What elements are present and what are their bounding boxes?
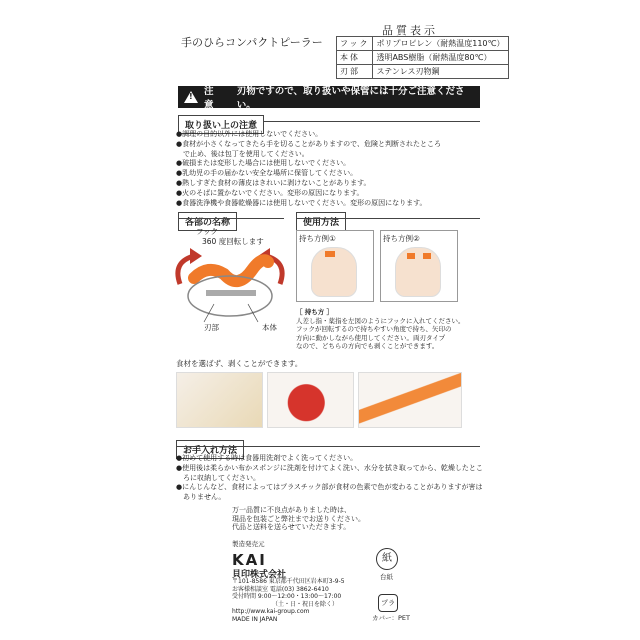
- plastic-recycle-icon: プラ: [378, 594, 398, 612]
- company-name: 貝印株式会社: [232, 570, 287, 580]
- quality-row: 刃部 ステンレス刃物鋼: [337, 65, 509, 79]
- kai-logo: KAI: [232, 551, 267, 569]
- warning-text: 刃物ですので、取り扱いや保管には十分ご注意ください。: [236, 86, 465, 111]
- handling-heading: 取り扱い上の注意: [178, 115, 264, 134]
- product-title: 手のひらコンパクトピーラー: [181, 36, 323, 49]
- maker-label: 製造発売元: [232, 540, 265, 548]
- list-item: ●食材が小さくなってきたら手を切ることがありますので、危険と判断されたところ: [176, 139, 441, 148]
- list-item: ●熱しすぎた食材の薄皮はきれいに剥けないことがあります。: [176, 178, 371, 187]
- list-item: ●食器洗浄機や食器乾燥器には使用しないでください。変形の原因になります。: [176, 198, 427, 207]
- list-item: ●調理の目的以外には使用しないでください。: [176, 130, 323, 138]
- hand-image: [395, 247, 441, 297]
- divider: [178, 218, 284, 219]
- list-item: ●乳幼児の手の届かない安全な場所に保管してください。: [176, 169, 358, 178]
- divider: [296, 218, 480, 219]
- care-heading: お手入れ方法: [176, 440, 244, 459]
- hook-marker: [407, 253, 415, 259]
- paper-label: 台紙: [380, 573, 393, 581]
- holding-example-1: [296, 230, 374, 302]
- list-item: ●初めて使用する時は食器用洗剤でよく洗ってください。: [176, 454, 358, 462]
- way2-label: 持ち方例②: [383, 234, 420, 243]
- quality-row: フック ポリプロピレン（耐熱温度110℃）: [337, 37, 509, 51]
- list-item: ありません。: [176, 493, 226, 502]
- peeler-diagram: [168, 244, 292, 332]
- maker-contact: 〒101-8586 東京都千代田区岩本町3-9-5 お客様相談室 電話(03) 3862-6410 受付時間 9:00～12:00・13:00～17:00 （土・日・祝日を除く） http://www.kai-group.com MADE IN JAPAN: [232, 578, 345, 623]
- rotate-label: 360 度回転します: [202, 237, 264, 246]
- paper-recycle-icon: 紙: [376, 548, 398, 570]
- usage-heading-wrap: [296, 210, 346, 231]
- quality-row: 本体 透明ABS樹脂（耐熱温度80℃）: [337, 51, 509, 65]
- warning-banner: [178, 86, 480, 111]
- apple-photo: [267, 372, 354, 428]
- defect-notice: 万一品質に不良点がありました時は、 現品を包装ごと弊社までお送りください。 代品と送料を送らせていただきます。: [232, 506, 365, 531]
- blade-shape: [206, 290, 256, 296]
- hook-marker: [325, 251, 335, 257]
- blade-label: 刃部: [204, 323, 219, 332]
- quality-label-title: 品質表示: [382, 24, 438, 37]
- hook-shape: [194, 260, 268, 281]
- hook-label: フック: [196, 227, 218, 236]
- divider: [176, 446, 480, 447]
- list-item: ●破損または変形した場合には使用しないでください。: [176, 159, 351, 168]
- usage-heading: 使用方法: [296, 212, 346, 231]
- quality-label-table: [336, 36, 509, 79]
- warning-icon: [184, 91, 198, 103]
- list-item: ろに収納してください。: [176, 473, 260, 482]
- warning-label: 注意: [204, 86, 214, 111]
- carrot-photo: [358, 372, 462, 428]
- care-list: [176, 454, 486, 503]
- list-item: ●火のそばに置かないでください。変形の原因になります。: [176, 188, 364, 197]
- peel-note: 食材を選ばず、剥くことができます。: [176, 359, 303, 368]
- list-item: ●にんじんなど、食材によってはプラスチック部が食材の色素で色が変わることがありますが害は: [176, 483, 483, 492]
- arrow-head: [190, 248, 202, 264]
- parts-heading: 各部の名称: [178, 212, 237, 231]
- handling-list: [176, 130, 481, 208]
- list-item: ●使用後は柔らかい布かスポンジに洗剤を付けてよく洗い、水分を拭き取ってから、乾燥したとこ: [176, 463, 483, 472]
- body-label: 本体: [262, 323, 277, 332]
- list-item: で止め、後は包丁を使用してください。: [176, 149, 309, 158]
- plastic-label: カバー：PET: [372, 614, 410, 622]
- way1-label: 持ち方例①: [299, 234, 336, 243]
- hook-marker: [423, 253, 431, 259]
- holding-example-2: [380, 230, 458, 302]
- holding-instructions: ［ 持ち方 ］ 人差し指・薬指を左図のようにフックに入れてください。 フックが回転するので持ちやすい角度で持ち、矢印の 方向に動かしながら使用してください。両刃タイプ なので、どちらの方向でも剥くことができます。: [296, 308, 465, 350]
- potato-photo: [176, 372, 263, 428]
